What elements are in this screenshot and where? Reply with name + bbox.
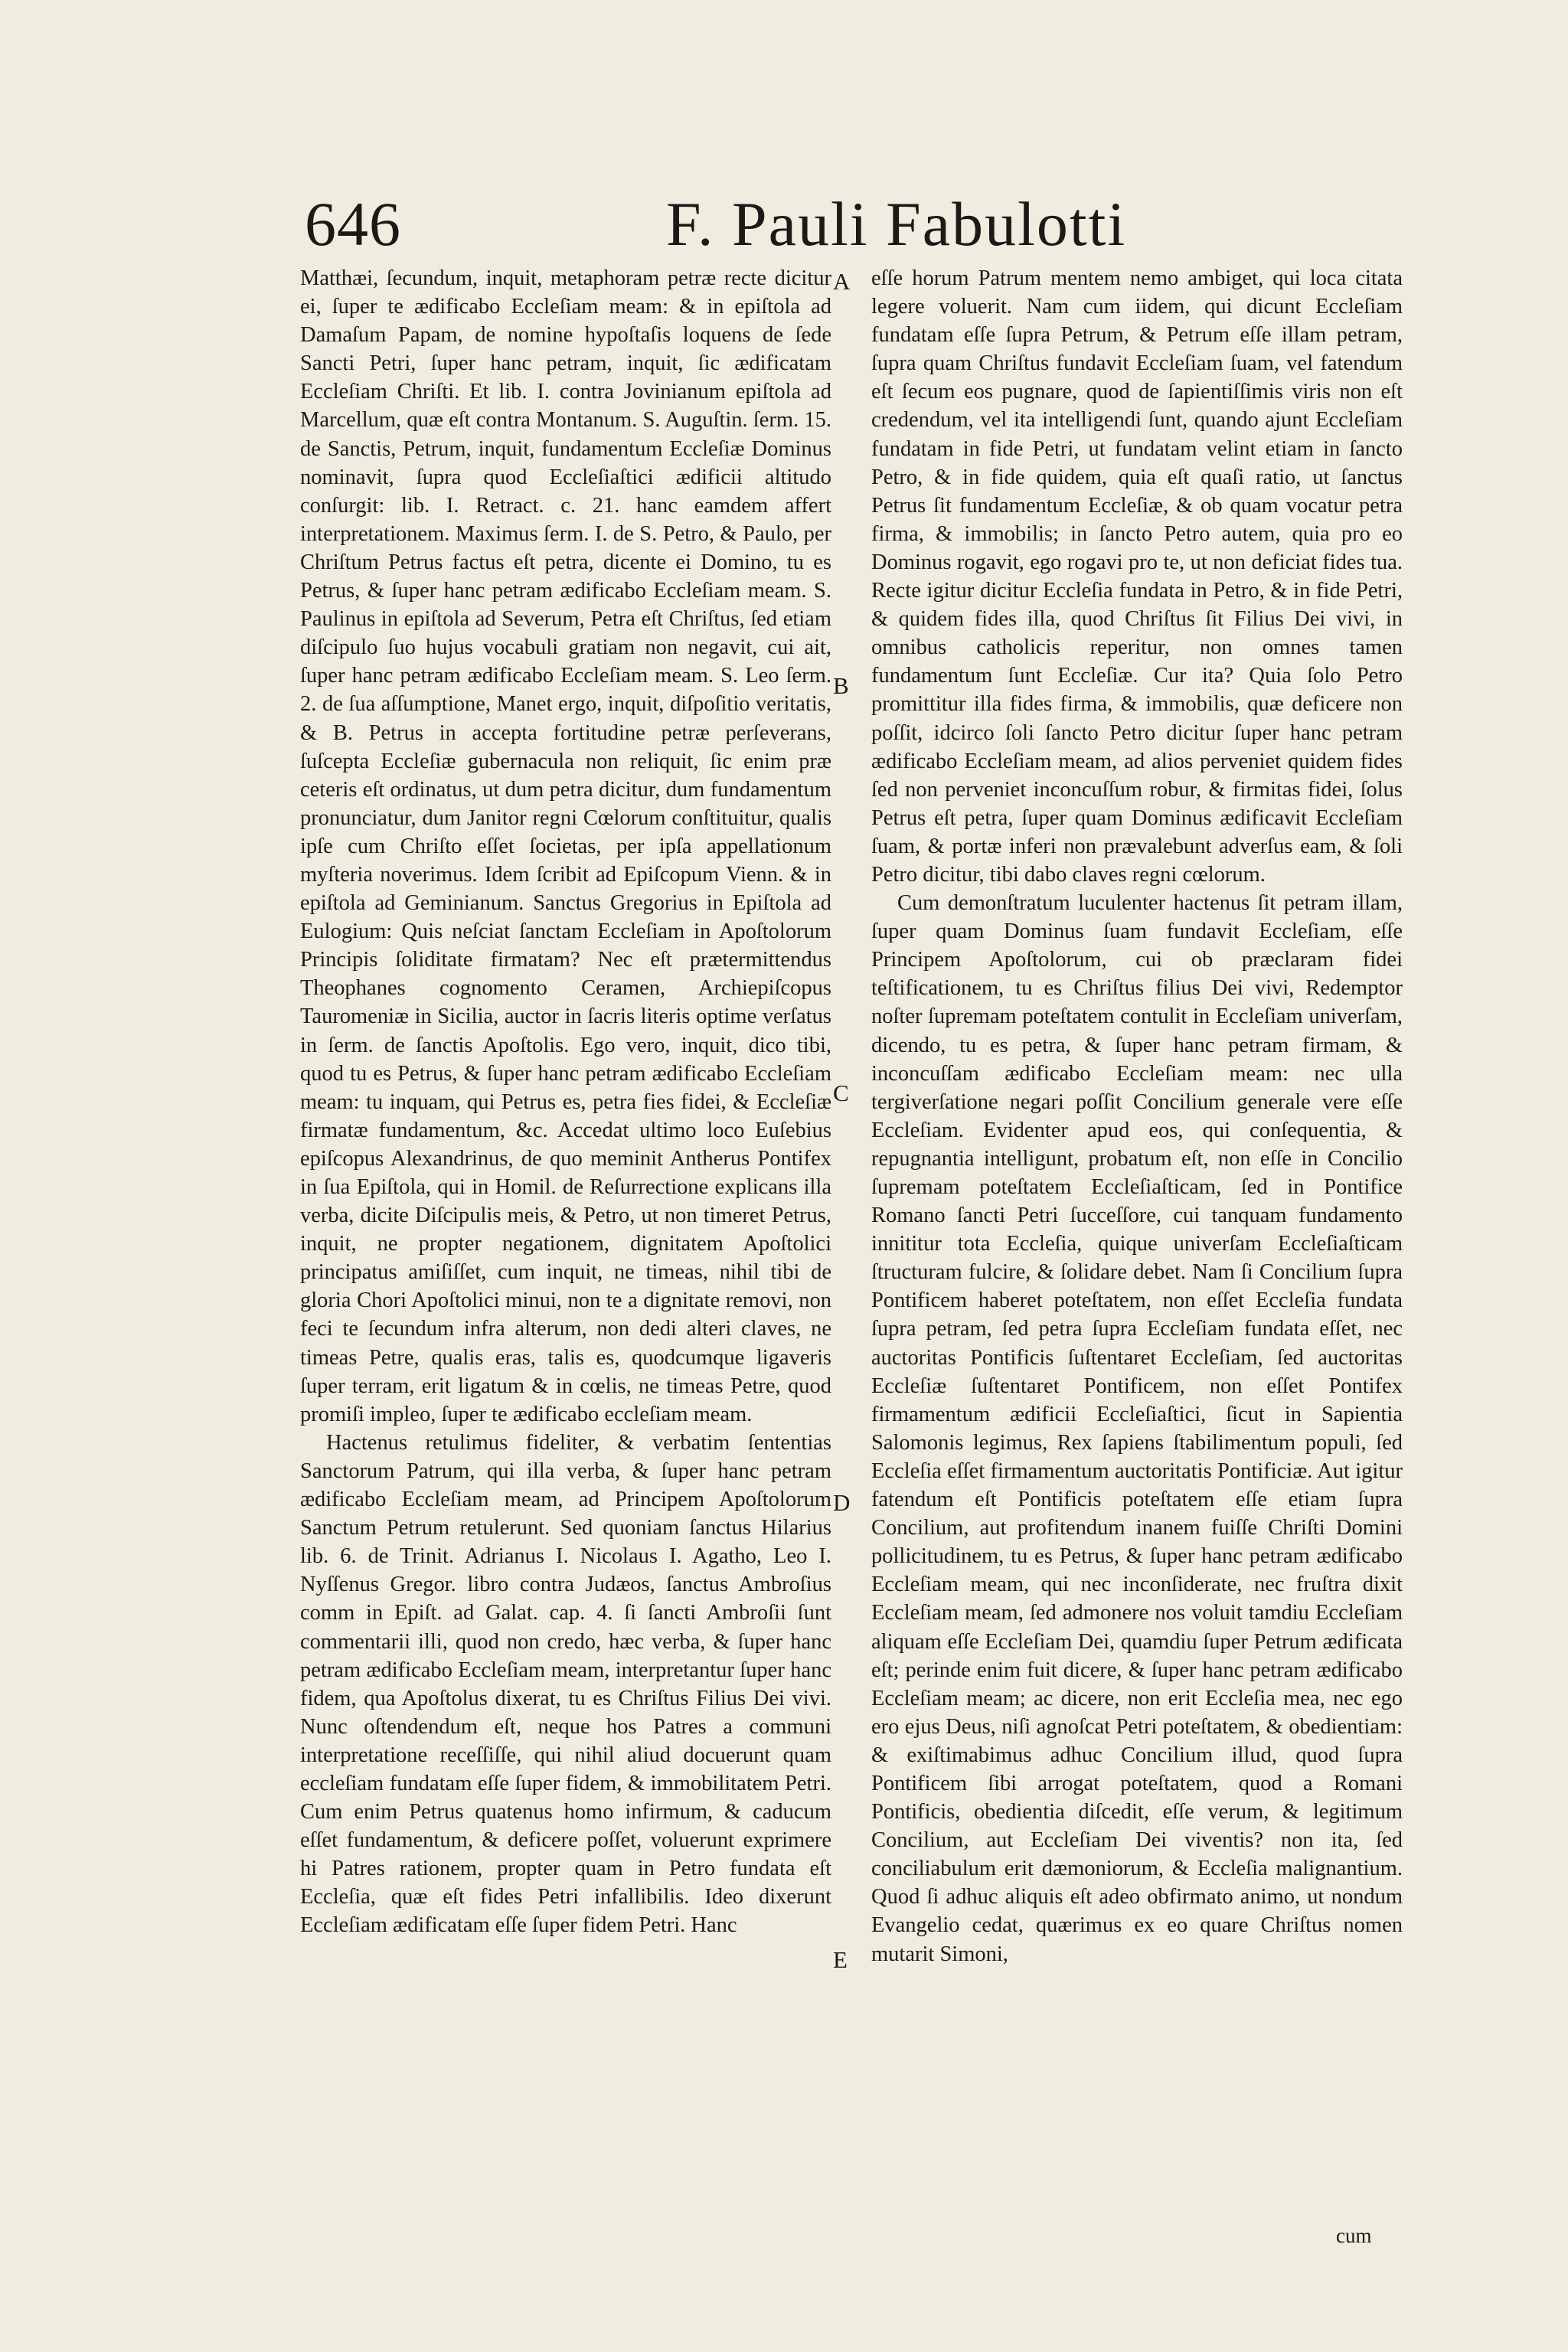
right-paragraph-1: eſſe horum Patrum mentem nemo ambiget, qui loca citata legere voluerit. Nam cum iidem, qui dicunt Eccleſiam fundatam eſſe ſupra Petrum, & Petrum eſſe illam petram, ſupra quam Chriſtus fundavit Eccleſiam ſuam, vel fatendum eſt ſecum eos pugnare, quod de ſapientiſſimis viris non eſt credendum, vel ita intelligendi ſunt, quando ajunt Eccleſiam fundatam in fide Petri, ut fundatam velint etiam in ſancto Petro, & in fide quidem, quia eſt quaſi ratio, ut ſanctus Petrus ſit fundamentum Eccleſiæ, & ob quam vocatur petra firma, & immobilis; in ſancto Petro autem, quia pro eo Dominus rogavit, ego rogavi pro te, ut non deficiat fides tua. Recte igitur dicitur Eccleſia fundata in Petro, & in fide Petri, & quidem fides illa, quod Chriſtus ſit Filius Dei vivi, in omnibus catholicis reperitur, non omnes tamen fundamentum ſunt Eccleſiæ. Cur ita? Quia ſolo Petro promittitur illa fides firma, & immobilis, quæ deficere non poſſit, idcirco ſoli ſancto Petro dicitur ſuper hanc petram ædificabo Eccleſiam meam, ad alios perveniet quidem fides ſed non perveniet inconcuſſum robur, & firmitas fidei, ſolus Petrus eſt petra, ſuper quam Dominus ædificavit Eccleſiam ſuam, & portæ inferi non prævalebunt adverſus eam, & ſoli Petro dicitur, tibi dabo claves regni cœlorum. xyxy=(871,266,1403,887)
margin-letter-a: A xyxy=(833,268,851,295)
right-paragraph-2: Cum demonſtratum luculenter hactenus ſit petram illam, ſuper quam Dominus ſuam fundavit Eccleſiam, eſſe Principem Apoſtolorum, cui ob præclaram fidei teſtificationem, tu es Chriſtus filius Dei vivi, Redemptor noſter ſupremam poteſtatem contulit in Eccleſiam univerſam, dicendo, tu es petra, & ſuper hanc petram firmam, & inconcuſſam ædificabo Eccleſiam meam: nec ulla tergiverſatione negari poſſit Concilium generale vere eſſe Eccleſiam. Evidenter apud eos, qui conſequentia, & repugnantia intelligunt, probatum eſt, non eſſe in Concilio ſupremam poteſtatem Eccleſiaſticam, ſed in Pontifice Romano ſancti Petri ſucceſſore, cui tanquam fundamento innititur tota Eccleſia, quique univerſam Eccleſiaſticam ſtructuram fulcire, & ſolidare debet. Nam ſi Concilium ſupra Pontificem haberet poteſtatem, non eſſet Eccleſia fundata ſupra petram, ſed petra ſupra Eccleſiam fundata eſſet, nec auctoritas Pontificis ſuſtentaret Eccleſiam, ſed auctoritas Eccleſiæ ſuſtentaret Pontificem, non eſſet Pontifex firmamentum ædificii Eccleſiaſtici, ſicut in Sapientia Salomonis legimus, Rex ſapiens ſtabilimentum populi, ſed Eccleſia eſſet firmamentum auctoritatis Pontificiæ. Aut igitur fatendum eſt Pontificis poteſtatem eſſe etiam ſupra Concilium, aut profitendum inanem fuiſſe Chriſti Domini pollicitudinem, tu es Petrus, & ſuper hanc petram ædificabo Eccleſiam meam, qui nec inconſiderate, nec fruſtra dixit Eccleſiam meam, ſed admonere nos voluit tamdiu Eccleſiam aliquam eſſe Eccleſiam Dei, quamdiu ſuper Petrum ædificata eſt; perinde enim fuit dicere, & ſuper hanc petram ædificabo Eccleſiam meam; ac dicere, non erit Eccleſia mea, nec ego ero ejus Deus, niſi agnoſcat Petri poteſtatem, & obedientiam: & exiſtimabimus adhuc Concilium illud, quod ſupra Pontificem ſibi arrogat poteſtatem, quod a Romani Pontificis, obedientia diſcedit, eſſe verum, & legitimum Concilium, aut Eccleſiam Dei viventis? non ita, ſed conciliabulum erit dæmoniorum, & Eccleſia malignantium. Quod ſi adhuc aliquis eſt adeo obfirmato animo, ut nondum Evangelio cedat, quærimus ex eo quare Chriſtus nomen mutarit Simoni, xyxy=(871,891,1403,1966)
right-column xyxy=(871,264,1403,2224)
left-paragraph-2: Hactenus retulimus fideliter, & verbatim ſententias Sanctorum Patrum, qui illa verba, & ſuper hanc petram ædificabo Eccleſiam meam, ad Principem Apoſtolorum Sanctum Petrum retulerunt. Sed quoniam ſanctus Hilarius lib. 6. de Trinit. Adrianus I. Nicolaus I. Agatho, Leo I. Nyſſenus Gregor. libro contra Judæos, ſanctus Ambroſius comm in Epiſt. ad Galat. cap. 4. ſi ſancti Ambroſii ſunt commentarii illi, quod non credo, hæc verba, & ſuper hanc petram ædificabo Eccleſiam meam, interpretantur ſuper hanc fidem, qua Apoſtolus dixerat, tu es Chriſtus Filius Dei vivi. Nunc oſtendendum eſt, neque hos Patres a communi interpretatione receſſiſſe, qui nihil aliud docuerunt quam eccleſiam fundatam eſſe ſuper fidem, & immobilitatem Petri. Cum enim Petrus quatenus homo infirmum, & caducum eſſet fundamentum, & deficere poſſet, voluerunt exprimere hi Patres rationem, propter quam in Petro fundata eſt Eccleſia, quæ eſt fides Petri infallibilis. Ideo dixerunt Eccleſiam ædificatam eſſe ſuper fidem Petri. Hanc xyxy=(300,1430,831,1938)
left-paragraph-1: Matthæi, ſecundum, inquit, metaphoram petræ recte dicitur ei, ſuper te ædificabo Eccleſiam meam: & in epiſtola ad Damaſum Papam, de nomine hypoſtaſis loquens de ſede Sancti Petri, ſuper hanc petram, inquit, ſic ædificatam Eccleſiam Chriſti. Et lib. I. contra Jovinianum epiſtola ad Marcellum, quæ eſt contra Montanum. S. Auguſtin. ſerm. 15. de Sanctis, Petrum, inquit, fundamentum Eccleſiæ Dominus nominavit, ſupra quod Eccleſiaſtici ædificii altitudo conſurgit: lib. I. Retract. c. 21. hanc eamdem affert interpretationem. Maximus ſerm. I. de S. Petro, & Paulo, per Chriſtum Petrus factus eſt petra, dicente ei Domino, tu es Petrus, & ſuper hanc petram ædificabo Eccleſiam meam. S. Paulinus in epiſtola ad Severum, Petra eſt Chriſtus, ſed etiam diſcipulo ſuo hujus vocabuli gratiam non negavit, cui ait, ſuper hanc petram ædificabo Eccleſiam meam. S. Leo ſerm. 2. de ſua aſſumptione, Manet ergo, inquit, diſpoſitio veritatis, & B. Petrus in accepta fortitudine petræ perſeverans, ſuſcepta Eccleſiæ gubernacula non reliquit, ſic enim præ ceteris eſt ordinatus, ut dum petra dicitur, dum fundamentum pronunciatur, dum Janitor regni Cœlorum conſtituitur, qualis ipſe cum Chriſto eſſet ſocietas, per ipſa appellationum myſteria noverimus. Idem ſcribit ad Epiſcopum Vienn. & in epiſtola ad Geminianum. Sanctus Gregorius in Epiſtola ad Eulogium: Quis neſciat ſanctam Eccleſiam in Apoſtolorum Principis ſoliditate firmatam? Nec eſt prætermittendus Theophanes cognomento Ceramen, Archiepiſcopus Tauromeniæ in Sicilia, auctor in ſacris literis optime verſatus in ſerm. de ſanctis Apoſtolis. Ego vero, inquit, dico tibi, quod tu es Petrus, & ſuper hanc petram ædificabo Eccleſiam meam: tu inquam, qui Petrus es, petra fies fidei, & Eccleſiæ firmatæ fundamentum, &c. Accedat ultimo loco Euſebius epiſcopus Alexandrinus, de quo meminit Antherus Pontifex in ſua Epiſtola, qui in Homil. de Reſurrectione explicans illa verba, dicite Diſcipulis meis, & Petro, ut non timeret Petrus, inquit, ne propter negationem, dignitatem Apoſtolici principatus amiſiſſet, cum inquit, ne timeas, nihil tibi de gloria Chori Apoſtolici minui, non te a dignitate removi, non feci te ſecundum infra alterum, non dedi alteri claves, ne timeas Petre, qualis eras, talis es, quodcumque ligaveris ſuper terram, erit ligatum & in cœlis, ne timeas Petre, quod promiſi impleo, ſuper te ædificabo eccleſiam meam. xyxy=(300,266,831,1426)
page-number: 646 xyxy=(305,189,401,259)
catchword: cum xyxy=(1336,2224,1372,2247)
running-head: F. Pauli Fabulotti xyxy=(666,189,1127,259)
margin-letter-b: B xyxy=(833,672,849,699)
margin-letter-d: D xyxy=(833,1489,851,1516)
margin-letter-c: C xyxy=(833,1080,849,1106)
margin-letter-e: E xyxy=(833,1946,848,1973)
left-column xyxy=(300,264,831,2224)
